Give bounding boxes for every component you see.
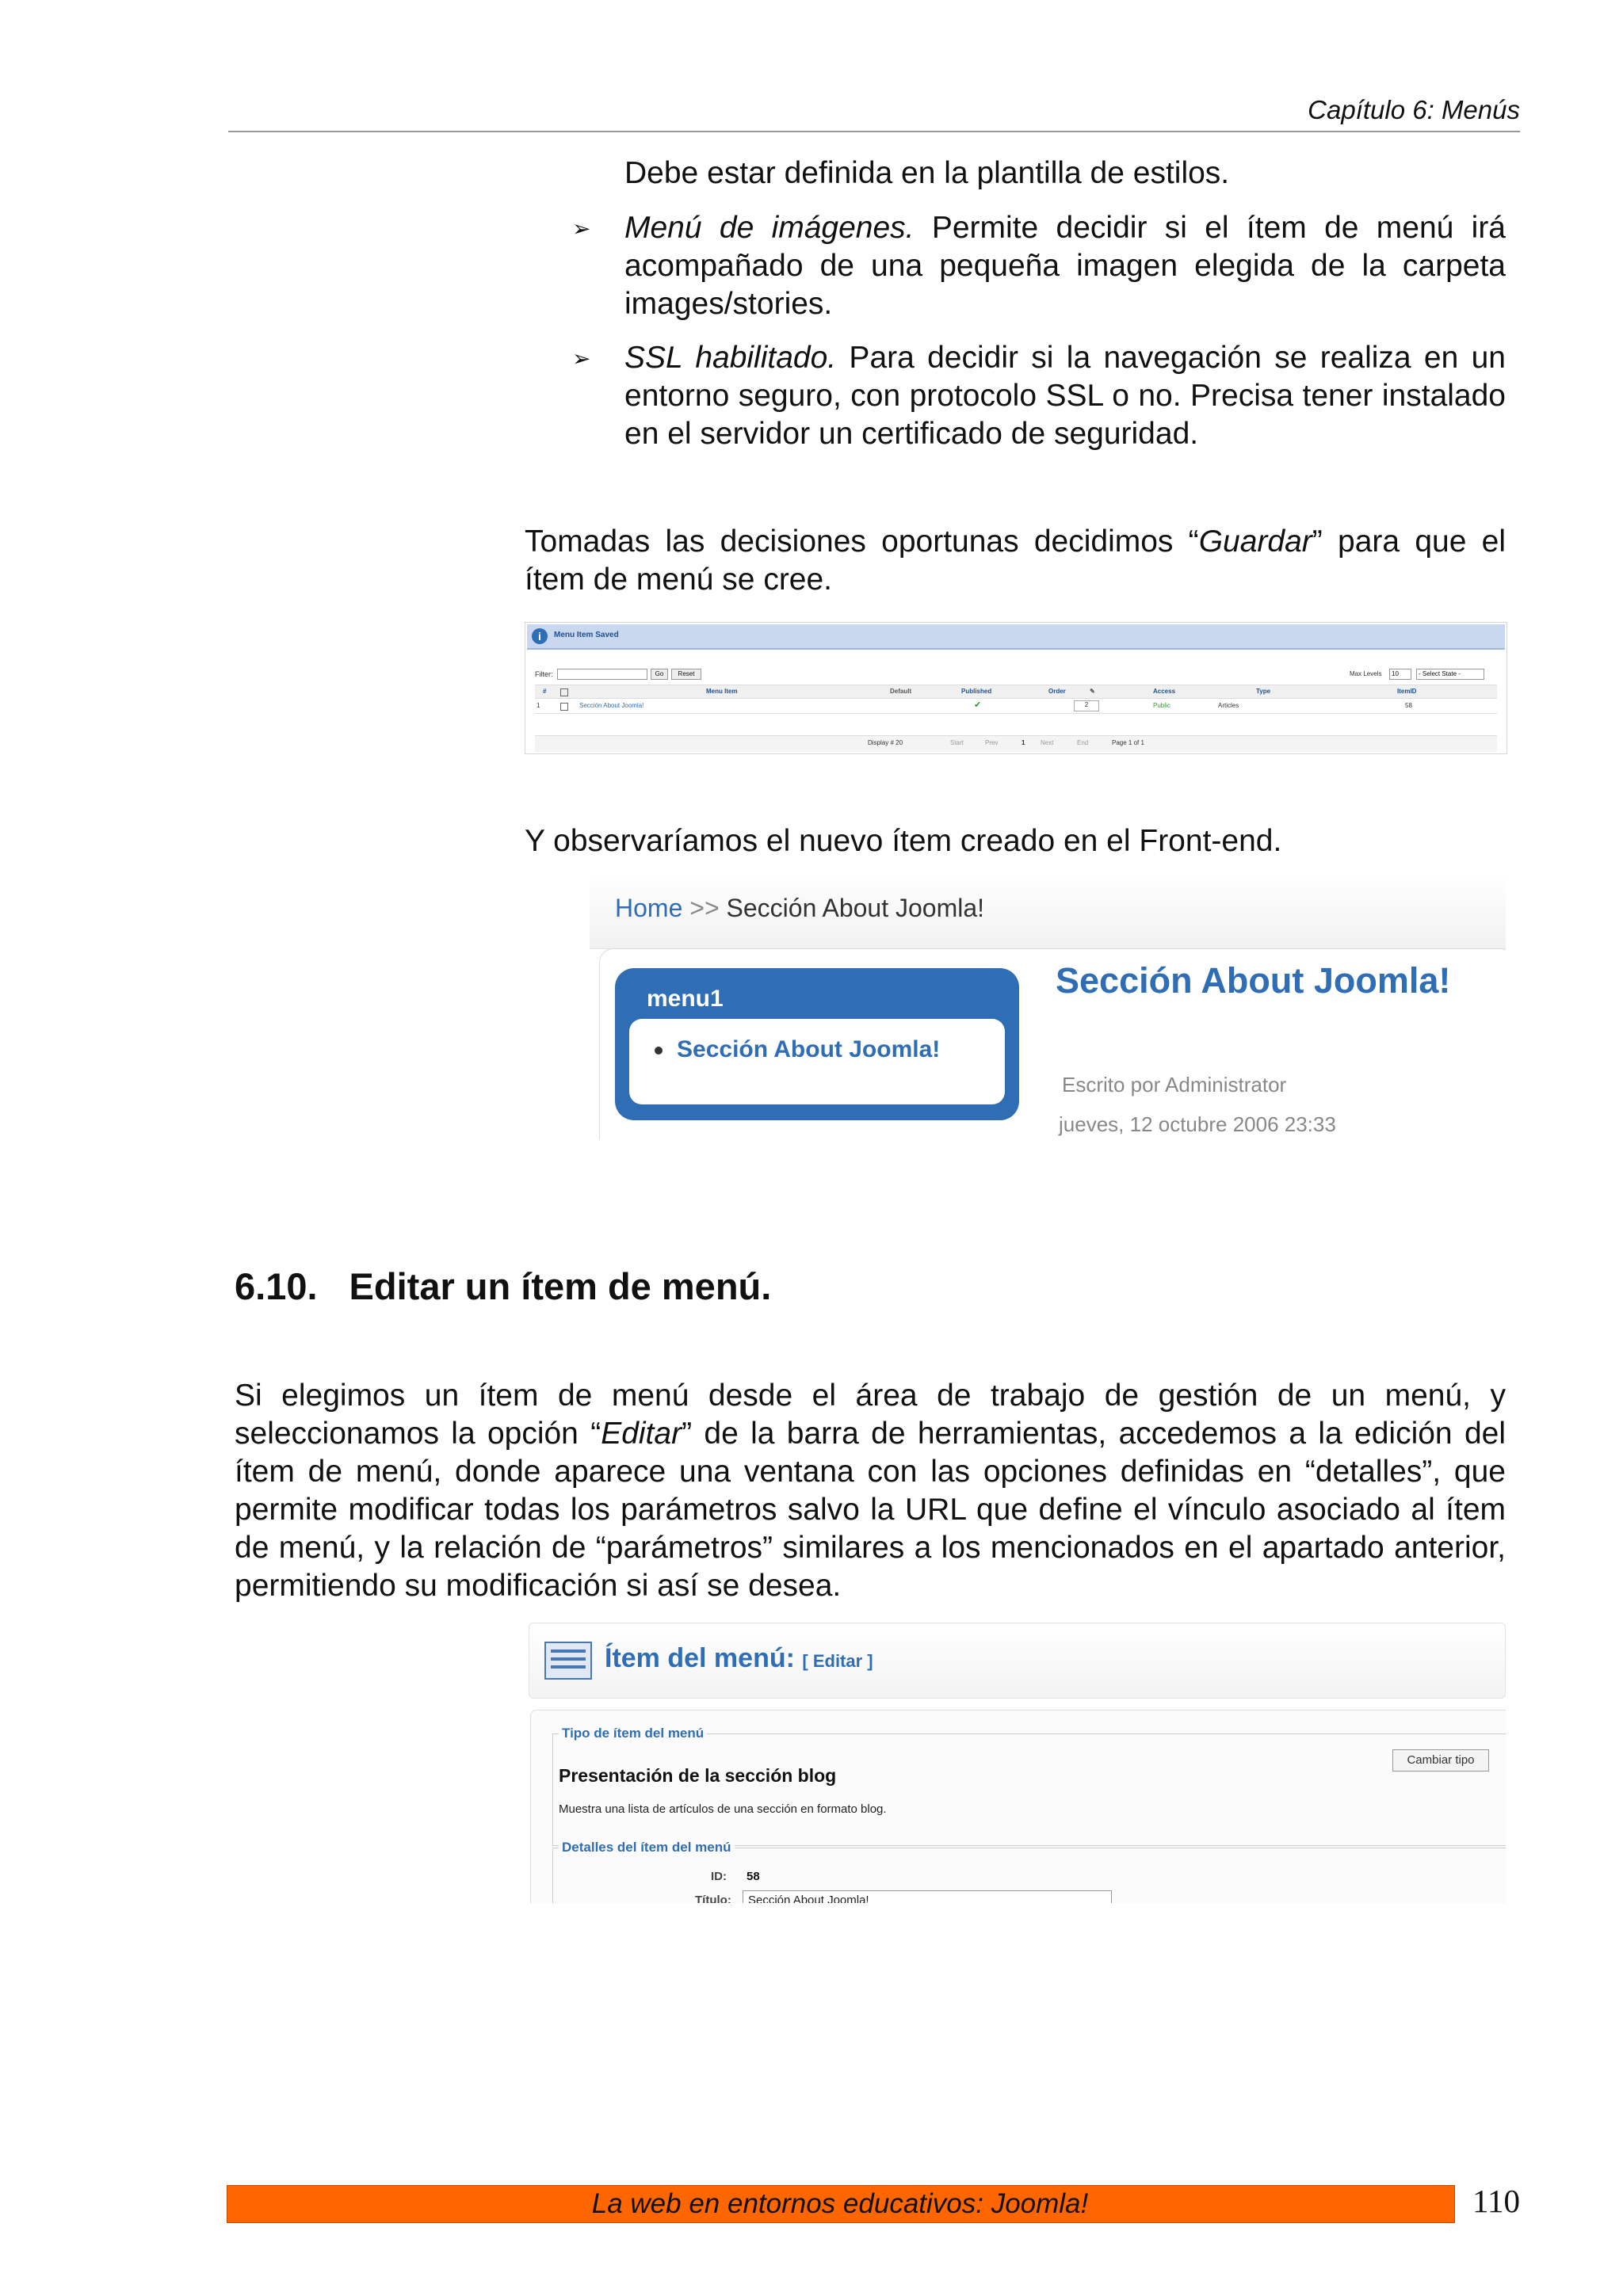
itemid-value: 58 <box>1405 702 1412 709</box>
menu-type-fieldset <box>552 1733 1506 1846</box>
info-icon: i <box>532 628 548 644</box>
emphasis: Guardar <box>1198 524 1312 559</box>
column-header[interactable]: Default <box>890 688 912 695</box>
column-header[interactable]: Type <box>1256 688 1271 695</box>
screenshot-edit-menu-item <box>529 1623 1506 1903</box>
article-author: Escrito por Administrator <box>1062 1073 1287 1097</box>
menu-type-name: Presentación de la sección blog <box>559 1765 837 1786</box>
state-select[interactable]: - Select State - <box>1416 669 1484 680</box>
paragraph-frontend: Y observaríamos el nuevo ítem creado en el Front-end. <box>525 824 1282 858</box>
bullet-text: Permite decidir si el ítem de menú irá acompañado de una pequeña imagen elegida de la carpeta images/stories. <box>624 211 1507 321</box>
bullet-term: SSL habilitado. <box>624 341 837 375</box>
menu-item-icon <box>544 1642 592 1680</box>
save-order-icon[interactable]: ✎ <box>1090 688 1095 695</box>
details-legend: Detalles del ítem del menú <box>559 1840 735 1855</box>
table-footer <box>535 735 1497 752</box>
text-run: ” de la barra de herramientas, accedemos a la edición del ítem de menú, donde aparece una ventana con las opciones definidas en “detalles”, que permite modificar todas los parámetros salvo la URL que define el vínculo asociado al ítem de menú, y la relación de “parámetros” similares a los mencionados en el apartado anterior, permitiendo su modificación si así se desea. <box>235 1417 1506 1603</box>
edit-title <box>605 1643 873 1674</box>
id-value: 58 <box>747 1870 760 1883</box>
screenshot-menu-item-saved <box>525 622 1507 754</box>
max-levels-label: Max Levels <box>1350 670 1382 677</box>
pager-page[interactable]: 1 <box>1022 739 1025 746</box>
paragraph-edit <box>235 1377 1506 1605</box>
article-date: jueves, 12 octubre 2006 23:33 <box>1059 1112 1336 1136</box>
change-type-button[interactable]: Cambiar tipo <box>1392 1749 1489 1772</box>
bullet-dot-icon <box>655 1047 663 1055</box>
id-label: ID: <box>711 1870 727 1883</box>
menu-type-legend: Tipo de ítem del menú <box>559 1726 707 1741</box>
table-row <box>535 699 1497 714</box>
menu-item-label: Sección About Joomla! <box>677 1036 941 1062</box>
continuation-text: Debe estar definida en la plantilla de estilos. <box>624 156 1230 190</box>
breadcrumb <box>615 894 984 923</box>
menu-module <box>615 968 1019 1120</box>
page-number: 110 <box>1472 2183 1520 2219</box>
column-header[interactable]: Menu Item <box>706 688 738 695</box>
menu-title: menu1 <box>647 986 724 1012</box>
pager-prev[interactable]: Prev <box>985 739 999 746</box>
reset-button[interactable]: Reset <box>671 669 701 680</box>
pager-start[interactable]: Start <box>950 739 964 746</box>
message-text: Menu Item Saved <box>554 631 619 639</box>
bullet-arrow-icon: ➢ <box>572 346 591 371</box>
edit-title-sub: [ Editar ] <box>802 1651 873 1671</box>
bullet-text: Para decidir si la navegación se realiza en un entorno seguro, con protocolo SSL o no. Precisa tener instalado en el servidor un certificado de seguridad. <box>624 341 1506 451</box>
bullet-images <box>624 209 1506 323</box>
column-header: # <box>543 688 547 695</box>
row-number: 1 <box>537 702 540 709</box>
published-check-icon[interactable]: ✔ <box>974 700 982 710</box>
pager-end[interactable]: End <box>1077 739 1089 746</box>
breadcrumb-separator: >> <box>689 894 720 922</box>
text-run: Tomadas las decisiones oportunas decidimos “ <box>525 524 1199 559</box>
section-title: Editar un ítem de menú. <box>349 1265 772 1307</box>
pager-next[interactable]: Next <box>1041 739 1054 746</box>
bullet-ssl <box>624 339 1506 453</box>
order-input[interactable]: 2 <box>1074 700 1099 711</box>
bullet-arrow-icon: ➢ <box>572 216 591 241</box>
text-run: Si elegimos un ítem de menú desde el área de trabajo de gestión de un menú, y seleccionamos la opción “ <box>235 1379 1506 1451</box>
footer-text: La web en entornos educativos: Joomla! <box>591 2188 1089 2219</box>
page-info: Page 1 of 1 <box>1112 739 1144 746</box>
breadcrumb-current: Sección About Joomla! <box>726 894 985 922</box>
breadcrumb-home-link[interactable]: Home <box>615 894 683 922</box>
max-levels-select[interactable]: 10 <box>1389 669 1411 680</box>
menu-type-description: Muestra una lista de artículos de una sección en formato blog. <box>559 1802 887 1816</box>
bullet-term: Menú de imágenes. <box>624 211 915 245</box>
title-input[interactable]: Sección About Joomla! <box>743 1890 1112 1903</box>
message-bar <box>527 624 1505 650</box>
header-rule <box>228 131 1520 132</box>
table-header <box>535 685 1497 699</box>
emphasis: Editar <box>601 1417 682 1451</box>
go-button[interactable]: Go <box>651 669 668 680</box>
text-run: ” para que el ítem de menú se cree. <box>525 524 1506 597</box>
section-number: 6.10. <box>235 1265 318 1307</box>
column-header[interactable]: Access <box>1153 688 1176 695</box>
paragraph-save <box>525 523 1506 599</box>
menu-item-link[interactable] <box>655 1036 940 1063</box>
row-checkbox[interactable] <box>560 703 568 711</box>
edit-title-text: Ítem del menú: <box>605 1643 795 1673</box>
article-heading: Sección About Joomla! <box>1056 960 1451 1001</box>
running-head: Capítulo 6: Menús <box>1308 95 1520 124</box>
filter-input[interactable] <box>557 669 647 680</box>
type-value: Articles <box>1218 702 1239 709</box>
select-all-checkbox[interactable] <box>560 688 568 696</box>
access-value[interactable]: Public <box>1153 702 1170 709</box>
title-label: Título: <box>695 1894 731 1903</box>
screenshot-frontend <box>590 873 1506 1139</box>
menu-item-link[interactable]: Sección About Joomla! <box>579 702 644 709</box>
menu-list <box>629 1019 1005 1104</box>
filter-label: Filter: <box>535 670 553 678</box>
section-heading <box>235 1264 771 1308</box>
column-header[interactable]: Published <box>961 688 992 695</box>
display-select[interactable]: Display # 20 <box>868 739 903 746</box>
column-header[interactable]: ItemID <box>1397 688 1417 695</box>
column-header[interactable]: Order <box>1048 688 1066 695</box>
